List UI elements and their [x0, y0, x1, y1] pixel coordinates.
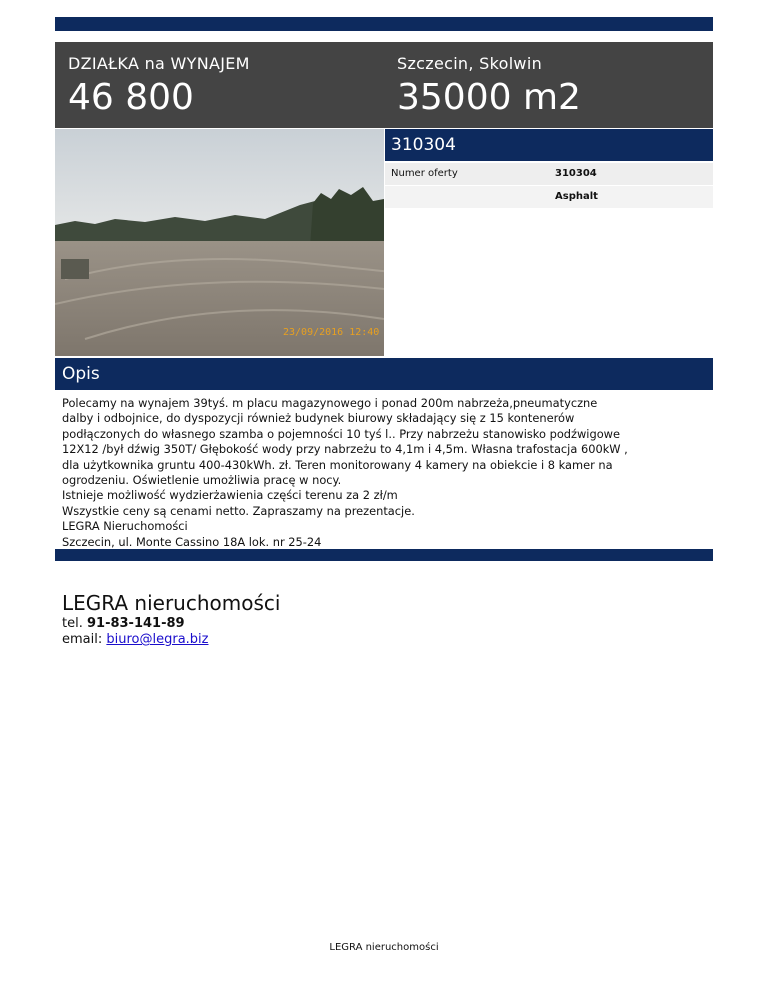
listing-price: 46 800	[68, 77, 194, 118]
header-left	[68, 54, 250, 120]
description-body	[62, 396, 710, 550]
email-line	[62, 632, 280, 648]
listing-type: DZIAŁKA na WYNAJEM	[68, 54, 250, 73]
description-line: Polecamy na wynajem 39tyś. m placu magazynowego i ponad 200m nabrzeża,pneumatyczne	[62, 396, 598, 410]
header-right	[397, 54, 581, 120]
description-line: 12X12 /był dźwig 350T/ Głębokość wody przy nabrzeżu to 4,1m i 4,5m. Własna trafostacja 600kW ,	[62, 442, 628, 457]
email-label: email:	[62, 632, 103, 647]
bottom-accent-bar	[55, 549, 713, 561]
phone-line	[62, 616, 280, 632]
description-line: dla użytkownika gruntu 400-430kWh. zł. Teren monitorowany 4 kamery na obiekcie i 8 kamer na	[62, 457, 613, 472]
top-accent-bar	[55, 17, 713, 31]
description-line: dalby i odbojnice, do dyspozycji również budynek biurowy składający się z 15 kontenerów	[62, 411, 575, 426]
description-line: ogrodzeniu. Oświetlenie umożliwia pracę w nocy.	[62, 473, 342, 488]
listing-area: 35000 m2	[397, 77, 581, 118]
description-line: Wszystkie ceny są cenami netto. Zapraszamy na prezentacje.	[62, 503, 415, 518]
description-line: Istnieje możliwość wydzierżawienia części terenu za 2 zł/m	[62, 488, 398, 503]
phone-number: 91-83-141-89	[86, 616, 185, 631]
description-line: LEGRA Nieruchomości	[62, 519, 188, 534]
listing-location: Szczecin, Skolwin	[397, 54, 543, 73]
offer-row-label: Numer oferty	[391, 168, 458, 179]
offer-row-value: 310304	[555, 168, 597, 179]
property-photo-image	[55, 129, 384, 356]
offer-ref-bar	[385, 129, 713, 161]
page-footer: LEGRA nieruchomości	[329, 942, 439, 953]
photo-timestamp: 23/09/2016 12:40	[283, 327, 380, 338]
description-line: podłączonych do własnego szamba o pojemności 10 tyś l.. Przy nabrzeżu stanowisko podźwigowe	[62, 426, 620, 441]
description-line: Szczecin, ul. Monte Cassino 18A lok. nr 25-24	[62, 534, 322, 549]
description-title: Opis	[62, 364, 100, 384]
offer-row-value: Asphalt	[555, 191, 598, 202]
offer-row	[385, 163, 713, 185]
phone-label: tel.	[62, 616, 83, 631]
email-link[interactable]: biuro@legra.biz	[106, 632, 209, 647]
agency-name: LEGRA nieruchomości	[62, 591, 281, 615]
listing-header	[55, 42, 713, 128]
description-header	[55, 358, 713, 390]
contact-block	[62, 590, 280, 648]
offer-ref-title: 310304	[391, 135, 456, 155]
offer-row	[385, 186, 713, 208]
property-photo	[55, 129, 384, 356]
